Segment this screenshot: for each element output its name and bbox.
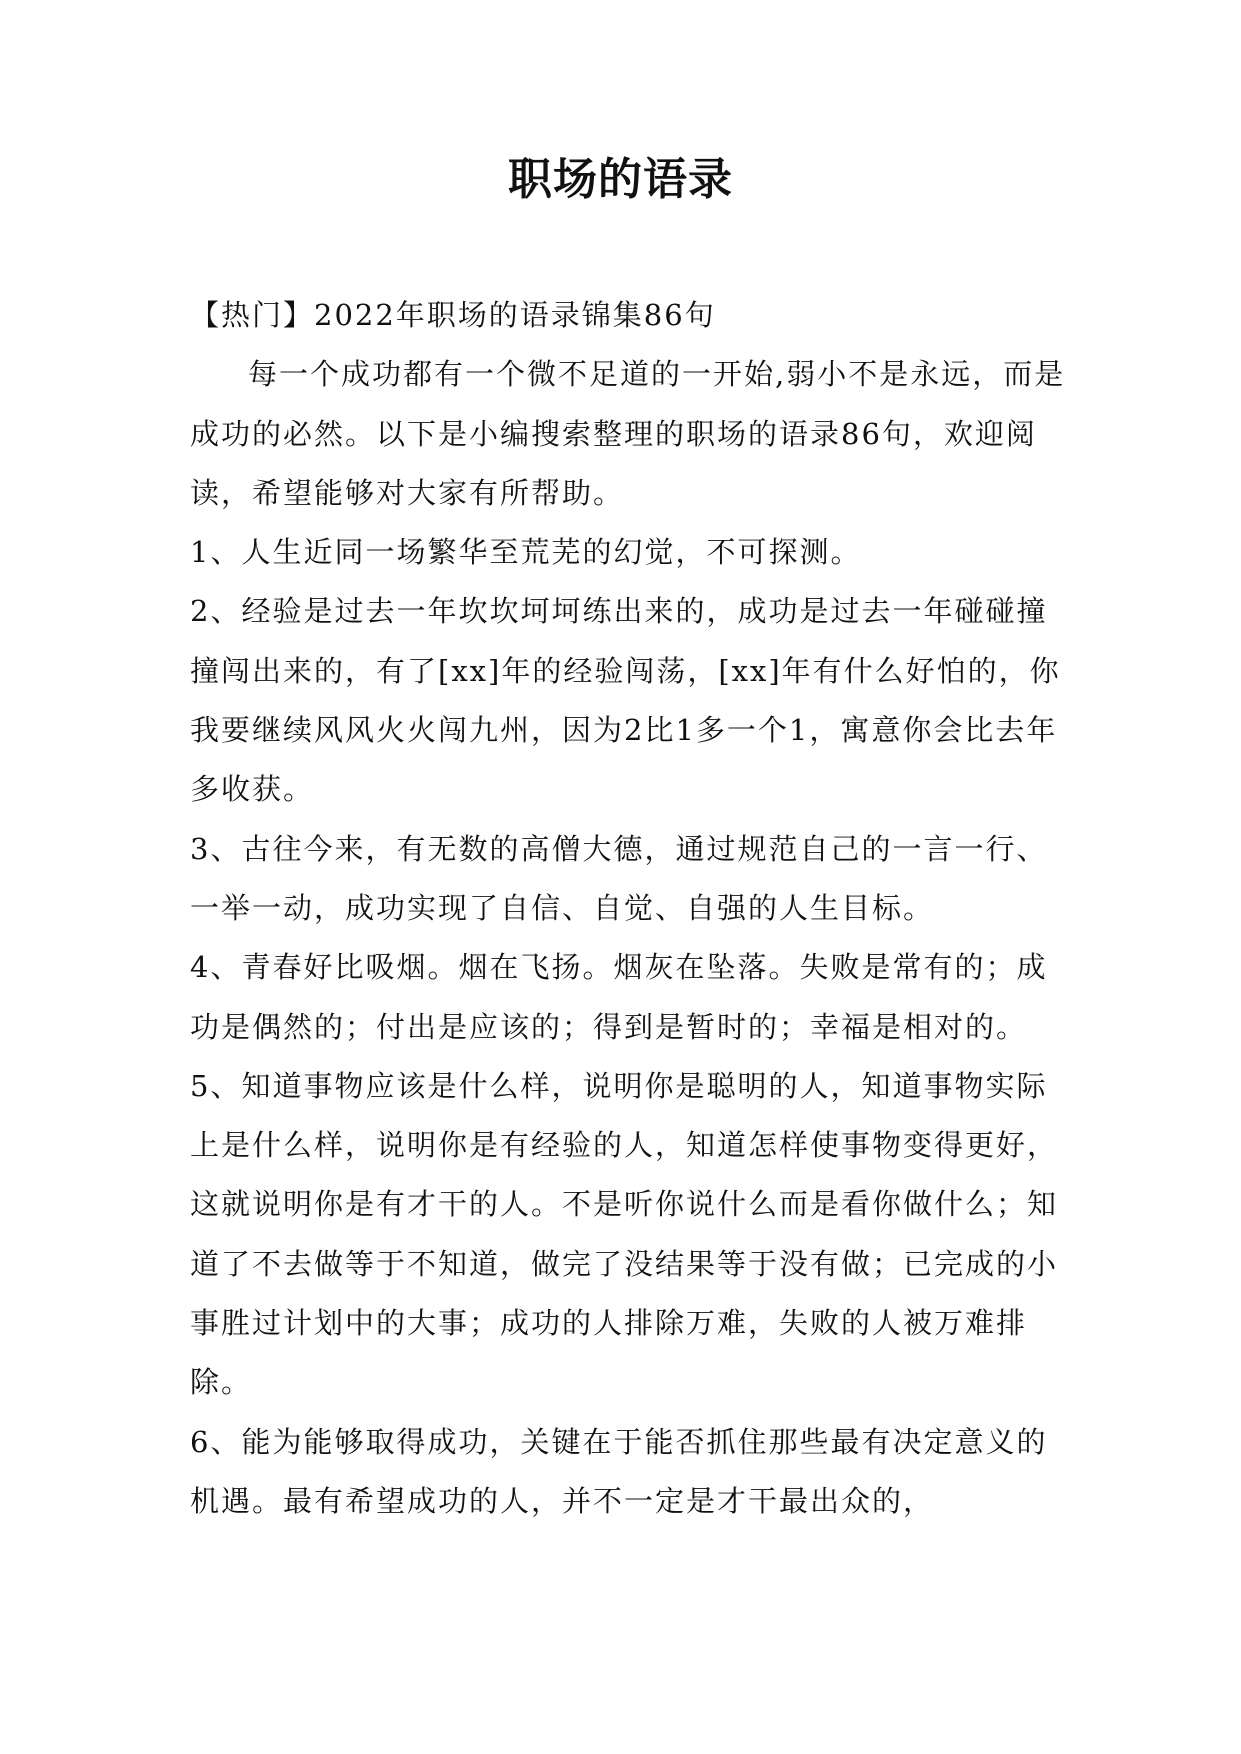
quote-item-6: 6、能为能够取得成功，关键在于能否抓住那些最有决定意义的机遇。最有希望成功的人，并不一定是才干最出众的， [190,1424,1048,1518]
document-subtitle: 【热门】2022年职场的语录锦集86句 [190,298,716,332]
intro-paragraph: 每一个成功都有一个微不足道的一开始,弱小不是永远，而是成功的必然。以下是小编搜索整理的职场的语录86句，欢迎阅读，希望能够对大家有所帮助。 [190,357,1066,510]
document-title: 职场的语录 [508,154,733,205]
document-body [190,286,1070,1531]
quote-item-3: 3、古往今来，有无数的高僧大德，通过规范自己的一言一行、一举一动，成功实现了自信、自觉、自强的人生目标。 [190,831,1048,925]
quote-item-2: 2、经验是过去一年坎坎坷坷练出来的，成功是过去一年碰碰撞撞闯出来的，有了[xx]年的经验闯荡，[xx]年有什么好怕的，你我要继续风风火火闯九州，因为2比1多一个1，寓意你会比去年多收获。 [190,594,1061,807]
quote-item-4: 4、青春好比吸烟。烟在飞扬。烟灰在坠落。失败是常有的；成功是偶然的；付出是应该的；得到是暂时的；幸福是相对的。 [190,950,1048,1044]
quote-item-1: 1、人生近同一场繁华至荒芜的幻觉，不可探测。 [190,535,862,570]
quote-item-5: 5、知道事物应该是什么样，说明你是聪明的人，知道事物实际上是什么样，说明你是有经验的人，知道怎样使事物变得更好，这就说明你是有才干的人。不是听你说什么而是看你做什么；知道了不去做等于不知道，做完了没结果等于没有做；已完成的小事胜过计划中的大事；成功的人排除万难，失败的人被万难排除。 [190,1068,1059,1400]
